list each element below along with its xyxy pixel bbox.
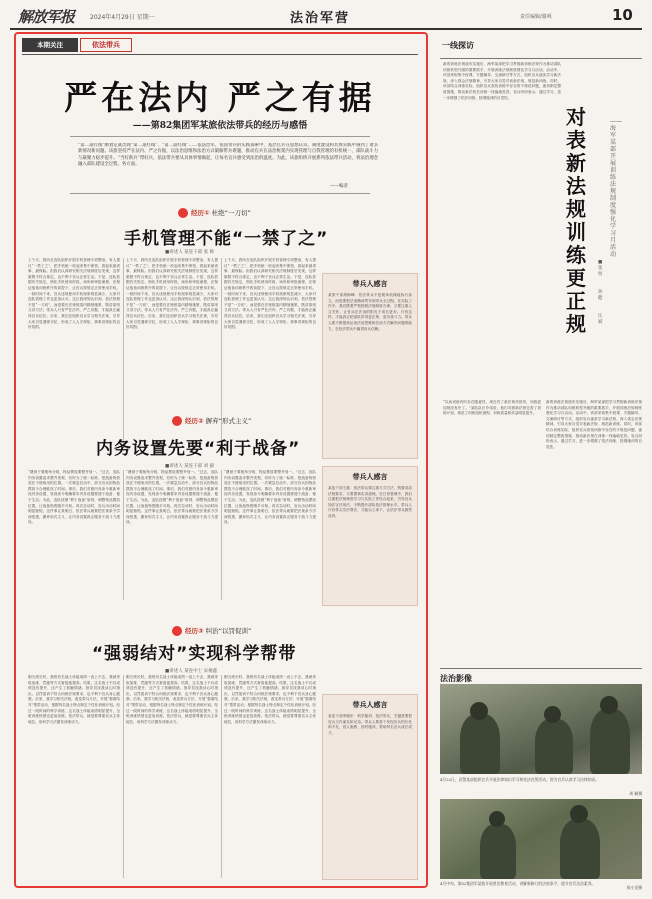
- author-name: 孙 健: [598, 290, 603, 301]
- section-1-tagline: 杜绝“一刀切”: [211, 209, 251, 217]
- sidebox-3: [322, 694, 418, 880]
- soldier-figure: [460, 714, 500, 774]
- section-3-col-1: 刚当班长时，我班有名战士体能成绩一直上不去，我就采取加练、罚跑等方式督促他提高。结果，这名战士不仅成绩没有提升，还产生了抵触情绪。指导员找我谈心时指出，以罚促训不符合训练法规要求，也不利于官兵身心健康。后来，我学习相关法规，改变带兵方法，开展“强弱结对”帮带活动，根据每名战士特点制定个性化训练计划。经过一段时间的科学训练，这名战士体能成绩明显提升，全班训练热情也更加高涨。依法带兵，就是要尊重官兵主体地位，用科学方法激发训练动力。: [28, 675, 120, 724]
- soldier-head: [470, 702, 488, 720]
- col-divider: [123, 675, 124, 878]
- editor-intro-author: ——编者: [330, 184, 348, 189]
- section-2-col-3: “叠被子要棱角分明，物品摆放要整齐划一。”过去，连队内务设置追求整齐美观，有时为了统一标准，把战备物资放在不便取用的位置。一次紧急拉动中，部分官兵因物品摆放不合理耽误了时间。事后，我们对照内务条令重新审视内务设置，发现条令明确要求内务设置要便于战备、便于生活。为此，连队按照“利于战备”原则，调整物品摆放位置，让战备物资随手可取。再次拉动时，官兵出动时间明显缩短。这件事让我明白，依法带兵就要把法规条令学深悟透，摒弃形式主义，让内务设置真正服务于战斗力建设。: [224, 470, 316, 525]
- right-article-col-3: 新的训练法规颁布实施后，海军某部把学习贯彻新训练法规作为推动部队训练转型升级的重要抓手，开展训练法规制度强化学习月活动。活动中，该部采取集中授课、专题辅导、交流研讨等方式，组织官兵逐条学习新法规，深入领会法规精神，引导大家自觉对表新法规、规范新训练。同时，该部结合训练实际，组织官兵查找训练中存在的不规范问题，逐项制定整改措施，推动新法规在训练一线落地见效。官兵纷纷表示，通过学习，进一步增强了依法训练、按纲施训的自觉性。: [546, 400, 642, 449]
- sidebox-2-body: 某连干部王磊：依法带兵要注重方式方法，既要讲清法规要求，又要摆事实讲道理。在日常管理中，我们注重把法规制度学习与实际工作结合起来，引导官兵知法守法用法，不断提升部队依法管理水平。带兵人只有带头学法尊法，才能以上率下，让依法带兵蔚然成风。: [328, 486, 412, 518]
- intro-rule-top: [70, 136, 370, 137]
- section-2-col-2: “叠被子要棱角分明，物品摆放要整齐划一。”过去，连队内务设置追求整齐美观，有时为了统一标准，把战备物资放在不便取用的位置。一次紧急拉动中，部分官兵因物品摆放不合理耽误了时间。事后，我们对照内务条令重新审视内务设置，发现条令明确要求内务设置要便于战备、便于生活。为此，连队按照“利于战备”原则，调整物品摆放位置，让战备物资随手可取。再次拉动时，官兵出动时间明显缩短。这件事让我明白，依法带兵就要把法规条令学深悟透，摒弃形式主义，让内务设置真正服务于战斗力建设。: [126, 470, 218, 525]
- section-3-col-3: 刚当班长时，我班有名战士体能成绩一直上不去，我就采取加练、罚跑等方式督促他提高。结果，这名战士不仅成绩没有提升，还产生了抵触情绪。指导员找我谈心时指出，以罚促训不符合训练法规要求，也不利于官兵身心健康。后来，我学习相关法规，改变带兵方法，开展“强弱结对”帮带活动，根据每名战士特点制定个性化训练计划。经过一段时间的科学训练，这名战士体能成绩明显提升，全班训练热情也更加高涨。依法带兵，就是要尊重官兵主体地位，用科学方法激发训练动力。: [224, 675, 316, 724]
- section-3-badge: [172, 625, 251, 637]
- section-1-num: 经历①: [191, 209, 210, 217]
- section-1-col-3: 上个月，我所在连队组织开展手机管理专项整治，有人提议“一禁了之”，把手机统一收起来集中保管，看起来最省事、最保险。但我们认真研究相关法规制度后发现，这样做既不符合规定，也不利于官兵正常生活。于是，连队依据有关规定，细化手机使用时段、场所和审批流程，在保证战备训练秩序的前提下，让官兵按规定正常使用手机。一段时间下来，官兵违规使用手机现象明显减少，大家对连队管理工作也更加认可。这让我深刻认识到，依法管理不是“一刀切”，而是要在法规框架内精细施策，既讲原则又讲方法。带兵人只有严在法内、严之有据，才能真正赢得官兵信任。后来，我们还组织官兵学习相关法规，引导大家自觉遵规守纪，形成了人人守规矩、事事讲规矩的良好氛围。: [224, 258, 316, 330]
- right-vertical-headline[interactable]: 对表新法规 训练更正规: [566, 105, 586, 336]
- section-1-col-1: 上个月，我所在连队组织开展手机管理专项整治，有人提议“一禁了之”，把手机统一收起来集中保管，看起来最省事、最保险。但我们认真研究相关法规制度后发现，这样做既不符合规定，也不利于官兵正常生活。于是，连队依据有关规定，细化手机使用时段、场所和审批流程，在保证战备训练秩序的前提下，让官兵按规定正常使用手机。一段时间下来，官兵违规使用手机现象明显减少，大家对连队管理工作也更加认可。这让我深刻认识到，依法管理不是“一刀切”，而是要在法规框架内精细施策，既讲原则又讲方法。带兵人只有严在法内、严之有据，才能真正赢得官兵信任。后来，我们还组织官兵学习相关法规，引导大家自觉遵规守纪，形成了人人守规矩、事事讲规矩的良好氛围。: [28, 258, 120, 330]
- section-1-byline: ■讲述人 某连干部 张 帅: [165, 250, 215, 255]
- photo-2-credit: 陈小龙摄: [626, 885, 642, 890]
- soldier-head: [570, 805, 588, 823]
- photo-2[interactable]: [440, 799, 642, 879]
- section-3-tagline: 纠治“以罚促训”: [205, 627, 252, 635]
- column-tag: 本期关注: [22, 38, 78, 52]
- sidebox-1: [322, 273, 418, 459]
- editor-credit: 责任编辑/骆飒: [520, 14, 552, 20]
- section-2-num: 经历②: [185, 417, 204, 425]
- soldier-head: [544, 706, 561, 723]
- section-2-tagline: 摒弃“形式主义”: [205, 417, 252, 425]
- photo-2-caption: 4月中旬，第82集团军某旅开展普法教育活动，讲解新修订的法规条令，提升官兵法治素养。: [440, 881, 596, 886]
- page-number: 10: [612, 6, 633, 24]
- sidebox-3-title: 带兵人感言: [352, 701, 388, 709]
- intro-rule-bottom: [70, 193, 370, 194]
- soldier-figure: [480, 824, 516, 879]
- photo-rule: [440, 668, 642, 669]
- section-2-title[interactable]: 内务设置先要“利于战备”: [96, 439, 301, 459]
- newspaper-logo: 解放军报: [18, 8, 75, 26]
- col-divider: [221, 470, 222, 600]
- sidebox-3-body: 某连干部李晓东：科学施训、依法带兵，关键是要把官兵当作朋友和兄弟。带兵人要善于发现官兵的长处和不足，因人施教、因材施训，帮助每名官兵成长成才。: [328, 714, 412, 735]
- right-vertical-subtitle: ——海军某部开展训练法规制度强化学习月活动: [610, 118, 622, 258]
- section-2-col-1: “叠被子要棱角分明，物品摆放要整齐划一。”过去，连队内务设置追求整齐美观，有时为了统一标准，把战备物资放在不便取用的位置。一次紧急拉动中，部分官兵因物品摆放不合理耽误了时间。事后，我们对照内务条令重新审视内务设置，发现条令明确要求内务设置要便于战备、便于生活。为此，连队按照“利于战备”原则，调整物品摆放位置，让战备物资随手可取。再次拉动时，官兵出动时间明显缩短。这件事让我明白，依法带兵就要把法规条令学深悟透，摒弃形式主义，让内务设置真正服务于战斗力建设。: [28, 470, 120, 525]
- section-2-badge: [172, 415, 251, 427]
- masthead-rule: [10, 28, 642, 30]
- sidebox-2: [322, 466, 418, 606]
- col-divider: [123, 470, 124, 600]
- photo-1-caption: 4月22日，武警某部组织官兵开展法律知识学习和宪法宣誓活动。图为官兵认真学习法律知识。: [440, 777, 600, 782]
- author-name: 汪 斌: [598, 314, 603, 325]
- soldier-figure: [590, 709, 630, 774]
- topic-tag: 依法带兵: [80, 38, 132, 52]
- right-rule: [440, 58, 642, 59]
- section-2-byline: ■讲述人 某连干部 刘 毅: [165, 464, 215, 469]
- section-1-col-2: 上个月，我所在连队组织开展手机管理专项整治，有人提议“一禁了之”，把手机统一收起来集中保管，看起来最省事、最保险。但我们认真研究相关法规制度后发现，这样做既不符合规定，也不利于官兵正常生活。于是，连队依据有关规定，细化手机使用时段、场所和审批流程，在保证战备训练秩序的前提下，让官兵按规定正常使用手机。一段时间下来，官兵违规使用手机现象明显减少，大家对连队管理工作也更加认可。这让我深刻认识到，依法管理不是“一刀切”，而是要在法规框架内精细施策，既讲原则又讲方法。带兵人只有严在法内、严之有据，才能真正赢得官兵信任。后来，我们还组织官兵学习相关法规，引导大家自觉遵规守纪，形成了人人守规矩、事事讲规矩的良好氛围。: [126, 258, 218, 330]
- right-article-col-2: “以前训练有时存在随意性，现在有了新法规作指导，训练更加规范有序了。”某队队长介绍说，他们对照新法规完善了训练计划，规范了训练组织流程，训练质量和效益明显提升。: [443, 400, 541, 416]
- header-rule: [22, 54, 418, 55]
- right-article-col-1: 新的训练法规颁布实施后，海军某部把学习贯彻新训练法规作为推动部队训练转型升级的重要抓手，开展训练法规制度强化学习月活动。活动中，该部采取集中授课、专题辅导、交流研讨等方式，组织官兵逐条学习新法规，深入领会法规精神，引导大家自觉对表新法规、规范新训练。同时，该部结合训练实际，组织官兵查找训练中存在的不规范问题，逐项制定整改措施，推动新法规在训练一线落地见效。官兵纷纷表示，通过学习，进一步增强了依法训练、按纲施训的自觉性。: [443, 62, 561, 100]
- editor-intro: “第二道红线”刚划定就出现“第二道红线”、“第二道红线”……依法治军、依法带兵的实践探索中，基层官兵在思想认识、制度建设和具体实践中遇到了诸多新情况新问题。该旅坚持严在法内、严之有据，以法治思维和法治方式破解带兵难题，推动官兵在法治框架内实现管理与自我管理的有机统一，部队战斗力与凝聚力稳步提升。“当好新兵”带好兵，依法带兵要从具体事情做起，让每名官兵感受到法治的温度。为此，该旅组织开展系列依法带兵活动，将法治理念融入部队建设全过程、各方面。: [78, 143, 378, 168]
- badge-circle-icon: [172, 416, 182, 426]
- sidebox-1-body: 某旅干部胡海峰：依法带兵不是简单机械地执行条文，而是要把法治精神贯穿到带兵全过程。在实际工作中，我们既要严格按照法规制度办事，又要注重人文关怀，让官兵在法治的阳光下成长进步。只有这样，才能真正把部队带得更正规、更有战斗力。带兵人要不断提高运用法治思维和法治方式解决问题的能力，在依法带兵中赢得官兵信赖。: [328, 293, 412, 331]
- sidebox-2-title: 带兵人感言: [352, 473, 388, 481]
- sidebox-1-title: 带兵人感言: [352, 280, 388, 288]
- feature-subtitle: ——第82集团军某旅依法带兵的经历与感悟: [132, 121, 308, 131]
- photo-1[interactable]: [440, 684, 642, 774]
- col-divider: [221, 675, 222, 878]
- col-divider: [123, 258, 124, 444]
- soldier-figure: [560, 819, 600, 879]
- section-3-col-2: 刚当班长时，我班有名战士体能成绩一直上不去，我就采取加练、罚跑等方式督促他提高。结果，这名战士不仅成绩没有提升，还产生了抵触情绪。指导员找我谈心时指出，以罚促训不符合训练法规要求，也不利于官兵身心健康。后来，我学习相关法规，改变带兵方法，开展“强弱结对”帮带活动，根据每名战士特点制定个性化训练计划。经过一段时间的科学训练，这名战士体能成绩明显提升，全班训练热情也更加高涨。依法带兵，就是要尊重官兵主体地位，用科学方法激发训练动力。: [126, 675, 218, 724]
- section-3-num: 经历③: [185, 627, 204, 635]
- photo-1-credit: 周 颖摄: [629, 791, 642, 796]
- badge-circle-icon: [172, 626, 182, 636]
- section-3-title[interactable]: “强弱结对”实现科学帮带: [92, 644, 297, 664]
- author-name: ■张 恒: [598, 260, 603, 277]
- section-1-badge: [178, 207, 251, 219]
- badge-circle-icon: [178, 208, 188, 218]
- column-banner: [442, 40, 474, 51]
- feature-headline[interactable]: 严在法内 严之有据: [64, 78, 376, 117]
- section-title: 法治军营: [290, 11, 351, 26]
- issue-date: 2024年4月29日 星期一: [90, 14, 155, 21]
- section-3-byline: ■讲述人 某连中士 宋俊鑫: [165, 669, 218, 674]
- soldier-figure: [535, 719, 573, 774]
- soldier-head: [489, 811, 505, 827]
- column-banner-text: 一线探访: [442, 41, 474, 50]
- soldier-head: [600, 696, 618, 714]
- section-1-title[interactable]: 手机管理不能“一禁了之”: [124, 229, 329, 249]
- photo-section-title: 法治影像: [440, 674, 472, 683]
